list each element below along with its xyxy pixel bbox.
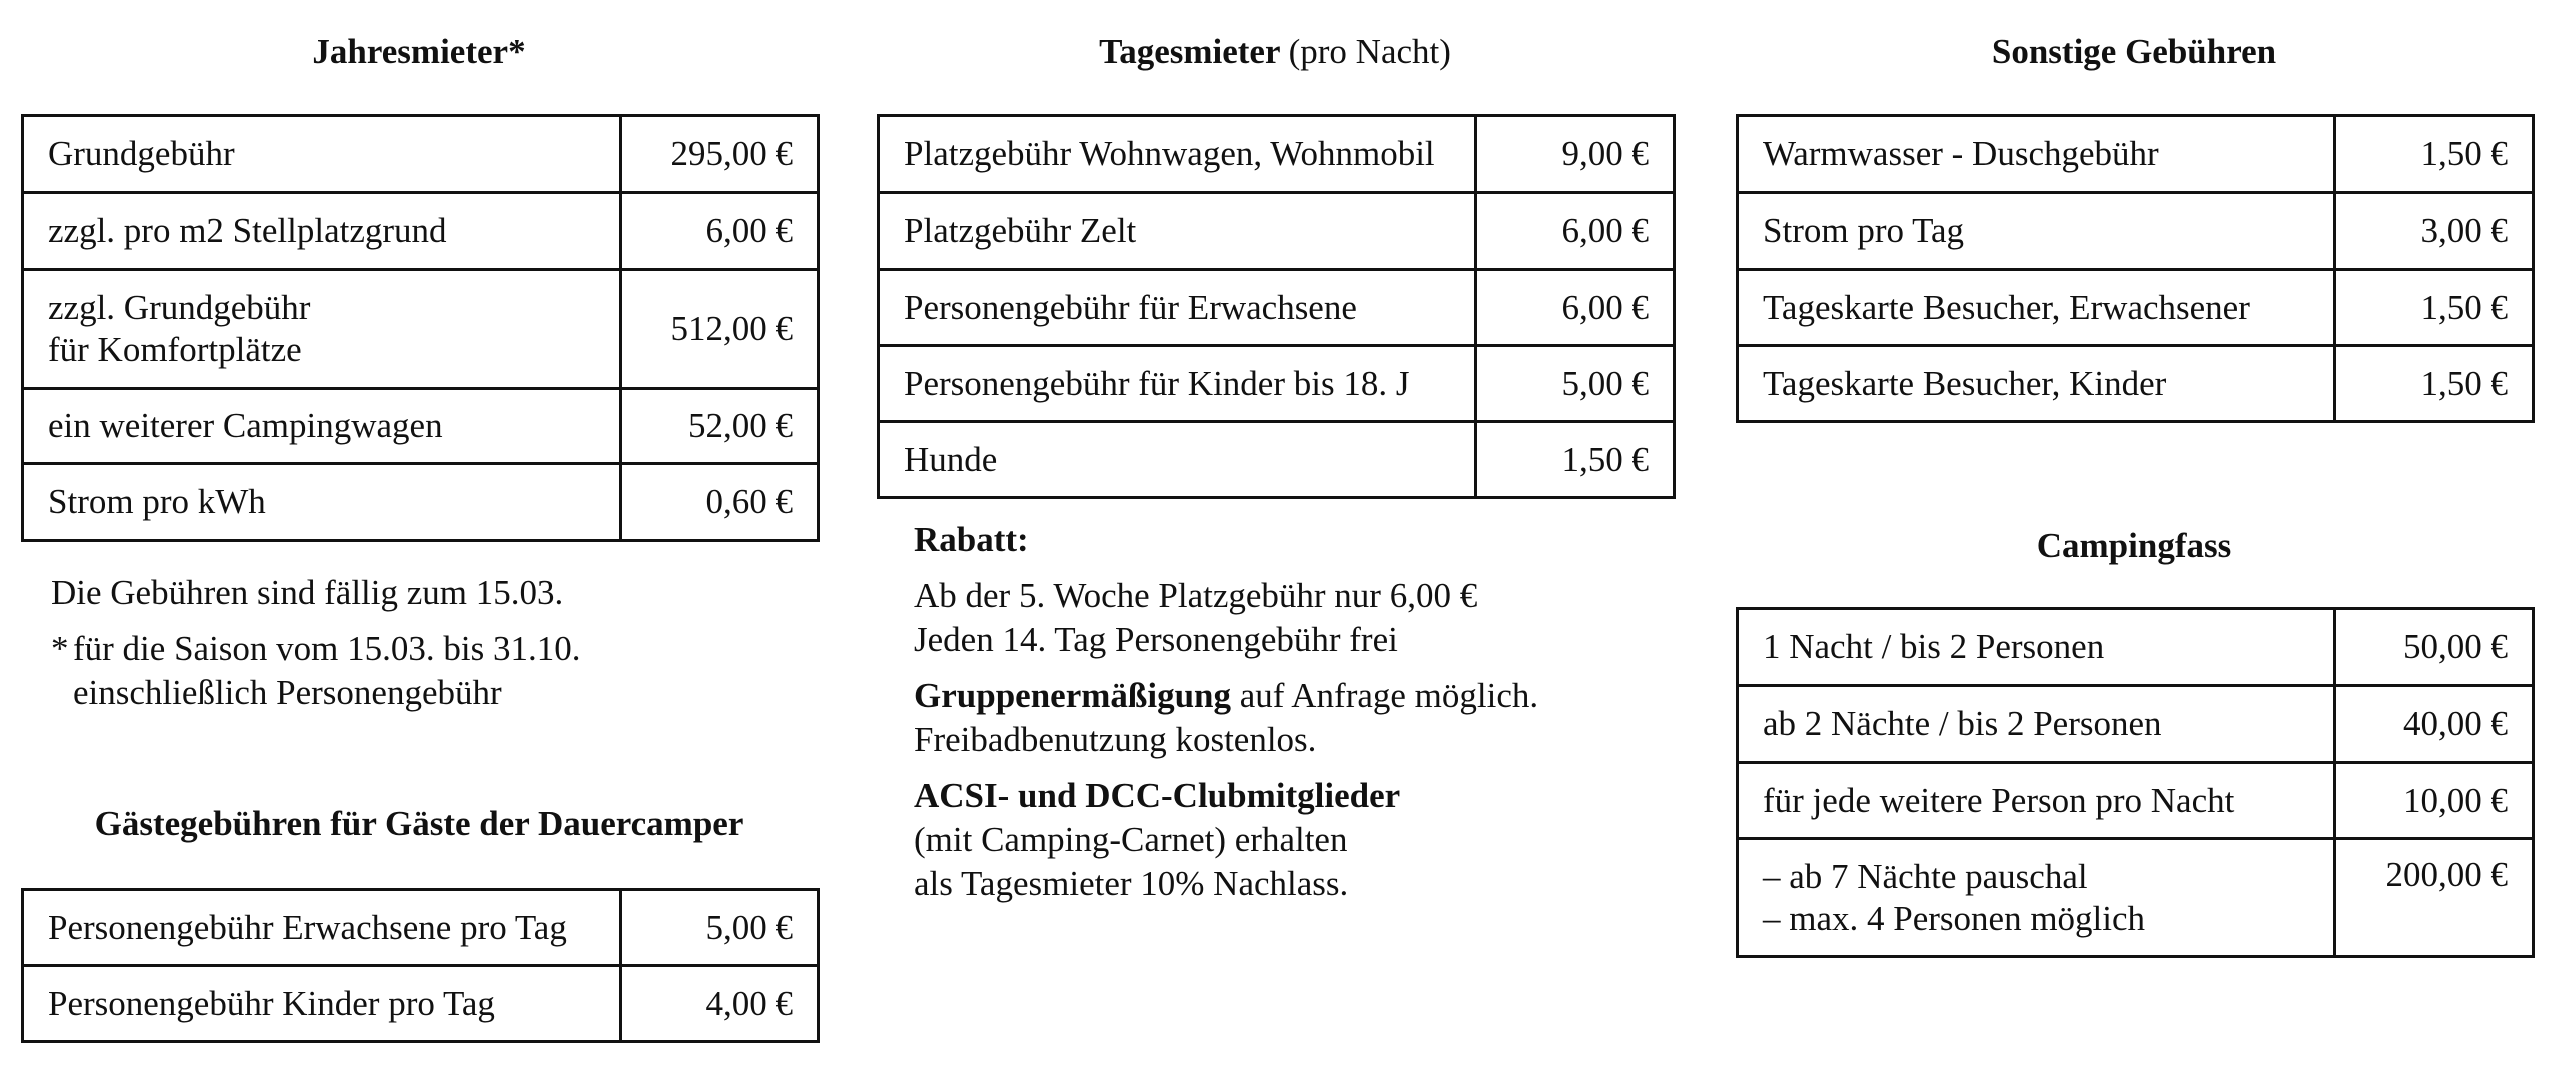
fee-price: 1,50 €	[2335, 346, 2534, 422]
fee-price: 512,00 €	[621, 270, 819, 389]
fee-label: Personengebühr Kinder pro Tag	[23, 966, 621, 1042]
fee-price: 295,00 €	[621, 116, 819, 193]
campingfass-heading: Campingfass	[2036, 526, 2232, 565]
fee-label: Grundgebühr	[23, 116, 621, 193]
jahresmieter-heading: Jahresmieter*	[312, 32, 526, 71]
season-note-line2: einschließlich Personengebühr	[73, 673, 502, 712]
fee-label: zzgl. Grundgebühr für Komfortplätze	[23, 270, 621, 389]
fee-label: Tageskarte Besucher, Kinder	[1738, 346, 2335, 422]
table-row	[1738, 609, 2534, 686]
table-row	[23, 464, 819, 541]
fee-price: 5,00 €	[1476, 346, 1675, 422]
tagesmieter-table	[877, 114, 1676, 499]
table-row	[23, 116, 819, 193]
rabatt-line: Ab der 5. Woche Platzgebühr nur 6,00 €	[914, 576, 1478, 615]
fee-price: 40,00 €	[2335, 686, 2534, 763]
table-row	[23, 389, 819, 464]
fee-price: 6,00 €	[621, 193, 819, 270]
gruppen-bold: Gruppenermäßigung	[914, 676, 1231, 715]
gruppen-rest: auf Anfrage möglich.	[1239, 676, 1539, 715]
table-row	[1738, 763, 2534, 839]
table-row	[1738, 346, 2534, 422]
fee-label: Warmwasser - Duschgebühr	[1738, 116, 2335, 193]
table-row	[879, 193, 1675, 270]
gaeste-heading: Gästegebühren für Gäste der Dauercamper	[94, 804, 744, 843]
fee-price: 5,00 €	[621, 890, 819, 966]
rabatt-title: Rabatt:	[914, 520, 1029, 559]
fee-price: 50,00 €	[2335, 609, 2534, 686]
fee-price: 4,00 €	[621, 966, 819, 1042]
table-row	[879, 422, 1675, 498]
sonstige-table	[1736, 114, 2535, 423]
jahresmieter-notes	[51, 571, 580, 715]
fee-price: 1,50 €	[1476, 422, 1675, 498]
asterisk: *	[51, 629, 69, 668]
gruppen-note	[914, 674, 1538, 718]
fee-label: für jede weitere Person pro Nacht	[1738, 763, 2335, 839]
season-note-line1: für die Saison vom 15.03. bis 31.10.	[73, 629, 581, 668]
fee-label: Platzgebühr Zelt	[879, 193, 1476, 270]
fee-label: Personengebühr für Kinder bis 18. J	[879, 346, 1476, 422]
rabatt-notes	[914, 518, 1538, 906]
table-row	[1738, 839, 2534, 957]
table-row	[1738, 686, 2534, 763]
fee-label: Personengebühr für Erwachsene	[879, 270, 1476, 346]
fee-price: 1,50 €	[2335, 270, 2534, 346]
club-line: (mit Camping-Carnet) erhalten	[914, 820, 1348, 859]
tagesmieter-heading-bold: Tagesmieter	[1099, 32, 1280, 71]
table-row	[23, 270, 819, 389]
rabatt-line: Jeden 14. Tag Personengebühr frei	[914, 620, 1398, 659]
freibad-note: Freibadbenutzung kostenlos.	[914, 720, 1317, 759]
fee-label: ein weiterer Campingwagen	[23, 389, 621, 464]
tagesmieter-heading-suffix: (pro Nacht)	[1288, 32, 1451, 71]
sonstige-heading: Sonstige Gebühren	[1991, 32, 2277, 71]
fee-price: 6,00 €	[1476, 270, 1675, 346]
club-line: als Tagesmieter 10% Nachlass.	[914, 864, 1349, 903]
fee-label: Platzgebühr Wohnwagen, Wohnmobil	[879, 116, 1476, 193]
fee-price: 52,00 €	[621, 389, 819, 464]
fee-price: 3,00 €	[2335, 193, 2534, 270]
table-row	[23, 193, 819, 270]
fee-label: Tageskarte Besucher, Erwachsener	[1738, 270, 2335, 346]
table-row	[23, 966, 819, 1042]
fee-label: – ab 7 Nächte pauschal – max. 4 Personen möglich	[1738, 839, 2335, 957]
fee-price: 9,00 €	[1476, 116, 1675, 193]
table-row	[23, 890, 819, 966]
table-row	[1738, 116, 2534, 193]
fee-label: zzgl. pro m2 Stellplatzgrund	[23, 193, 621, 270]
table-row	[1738, 270, 2534, 346]
due-date-note: Die Gebühren sind fällig zum 15.03.	[51, 573, 564, 612]
fee-price: 6,00 €	[1476, 193, 1675, 270]
fee-label: Personengebühr Erwachsene pro Tag	[23, 890, 621, 966]
fee-label: Hunde	[879, 422, 1476, 498]
table-row	[1738, 193, 2534, 270]
table-row	[879, 346, 1675, 422]
fee-price: 1,50 €	[2335, 116, 2534, 193]
fee-label: Strom pro kWh	[23, 464, 621, 541]
fee-price: 200,00 €	[2335, 839, 2534, 957]
table-row	[879, 116, 1675, 193]
campingfass-table	[1736, 607, 2535, 958]
fee-label: Strom pro Tag	[1738, 193, 2335, 270]
tagesmieter-heading	[877, 34, 1673, 69]
fee-label: 1 Nacht / bis 2 Personen	[1738, 609, 2335, 686]
fee-price: 10,00 €	[2335, 763, 2534, 839]
season-note	[51, 627, 580, 715]
club-title: ACSI- und DCC-Clubmitglieder	[914, 776, 1401, 815]
jahresmieter-table	[21, 114, 820, 542]
table-row	[879, 270, 1675, 346]
fee-label: ab 2 Nächte / bis 2 Personen	[1738, 686, 2335, 763]
gaeste-table	[21, 888, 820, 1043]
fee-price: 0,60 €	[621, 464, 819, 541]
